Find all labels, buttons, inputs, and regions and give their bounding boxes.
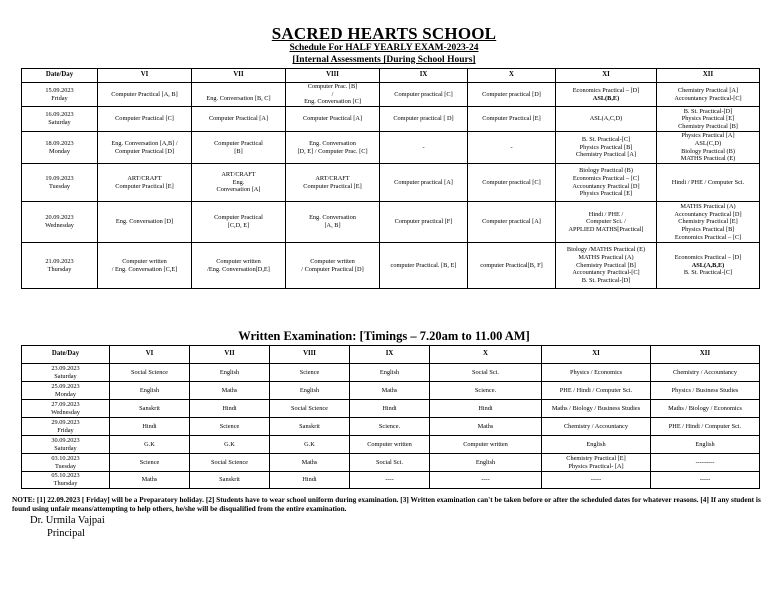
- exam-schedule-title: Schedule For HALF YEARLY EXAM-2023-24: [289, 43, 479, 53]
- cell-line: Conversation [A]: [216, 186, 261, 194]
- date-text: 27.09.2023: [51, 400, 80, 408]
- cell-line: ASL(C,D): [694, 139, 722, 147]
- day-text: Tuesday: [48, 182, 71, 190]
- day-text: Friday: [57, 426, 74, 434]
- subject-cell: Maths: [270, 454, 350, 472]
- subject-cell: Chemistry / Accountancy: [542, 418, 651, 436]
- cell-line: Computer practical [A]: [394, 178, 453, 186]
- subject-cell: PHE / Hindi / Computer Sci.: [542, 382, 651, 400]
- cell-line: Chemistry Practical [E]: [678, 218, 738, 226]
- practical-schedule-table: [21, 68, 760, 289]
- date-cell: [22, 132, 98, 164]
- cell-line: Computer Practical [D]: [114, 147, 175, 155]
- subject-cell: ----: [430, 472, 542, 489]
- day-text: Thursday: [47, 265, 72, 273]
- cell-line: Hindi / PHE / Computer Sci.: [671, 178, 745, 186]
- practical-row: [22, 132, 760, 164]
- subject-cell: ----: [350, 472, 430, 489]
- schedule-cell: [192, 243, 286, 289]
- schedule-cell: [380, 83, 468, 107]
- col-header-x: X: [430, 346, 542, 364]
- subject-cell: Chemistry Practical [E] Physics Practical- [A]: [542, 454, 651, 472]
- cell-line: computer Practical. [B, E]: [390, 261, 457, 269]
- cell-line: Computer Practical [A]: [302, 115, 363, 123]
- subject-cell: Hindi: [430, 400, 542, 418]
- cell-line: Physics Practical [B]: [579, 143, 633, 151]
- cell-line: Computer written: [122, 257, 167, 265]
- col-header-viii: VIII: [286, 69, 380, 83]
- subject-cell: English: [110, 382, 190, 400]
- cell-line: B. St. Practical-[C]: [683, 269, 733, 277]
- date-cell: [22, 202, 98, 243]
- schedule-cell: [286, 202, 380, 243]
- cell-line: Computer written: [310, 257, 355, 265]
- cell-line: Eng. Conversation: [309, 139, 356, 147]
- schedule-cell: [380, 132, 468, 164]
- cell-line: Computer Practical [A]: [208, 115, 269, 123]
- subject-cell: -----: [651, 472, 760, 489]
- cell-line: ASL(B,E): [592, 94, 620, 102]
- subject-cell: ---------: [651, 454, 760, 472]
- practical-row: [22, 164, 760, 202]
- cell-line: Accountancy Practical-[C]: [572, 269, 640, 277]
- subject-cell: Maths: [350, 382, 430, 400]
- subject-cell: English: [430, 454, 542, 472]
- schedule-cell: [657, 83, 760, 107]
- date-text: 20.09.2023: [45, 214, 74, 222]
- subject-cell: Computer written: [430, 436, 542, 454]
- cell-line: Computer Practical [E]: [115, 182, 174, 190]
- cell-line: Economics Practical – [D]: [572, 86, 640, 94]
- subject-cell: Maths / Biology / Economics: [651, 400, 760, 418]
- subject-cell: Computer written: [350, 436, 430, 454]
- schedule-cell: [468, 107, 556, 132]
- schedule-cell: [192, 164, 286, 202]
- date-cell: [22, 418, 110, 436]
- cell-line: Computer practical [F]: [394, 218, 453, 226]
- cell-line: ASL(A,B,E): [691, 261, 725, 269]
- cell-line: Economics Practical – [C]: [674, 233, 742, 241]
- cell-line: Eng.: [232, 178, 245, 186]
- written-row: [22, 364, 760, 382]
- cell-line: Chemistry Practical [A]: [677, 86, 739, 94]
- cell-line: Accountancy Practical [D]: [572, 182, 640, 190]
- subject-cell: Science: [190, 418, 270, 436]
- subject-cell: English: [542, 436, 651, 454]
- principal-designation: Principal: [47, 528, 85, 539]
- day-text: Tuesday: [54, 462, 77, 470]
- schedule-cell: [468, 202, 556, 243]
- day-text: Saturday: [54, 444, 77, 452]
- date-text: 03.10.2023: [51, 454, 80, 462]
- date-cell: [22, 382, 110, 400]
- schedule-cell: [286, 164, 380, 202]
- cell-line: [D, E] / Computer Prac. [C]: [297, 147, 368, 155]
- subject-cell: Social Science: [270, 400, 350, 418]
- cell-line: Computer written: [216, 257, 261, 265]
- subject-cell: Maths: [110, 472, 190, 489]
- date-cell: [22, 107, 98, 132]
- cell-line: Eng. Conversation [C]: [304, 98, 361, 106]
- cell-line: Accountancy Practical-[C]: [674, 94, 742, 102]
- day-text: Wednesday: [51, 408, 80, 416]
- day-text: Monday: [55, 390, 76, 398]
- date-text: 23.09.2023: [51, 364, 80, 372]
- cell-line: [C,D, E]: [227, 222, 250, 230]
- cell-line: computer Practical[B, F]: [480, 261, 543, 269]
- cell-line: /: [331, 90, 334, 98]
- col-header-vii: VII: [192, 69, 286, 83]
- subject-cell: Maths: [190, 382, 270, 400]
- date-text: 29.09.2023: [51, 418, 80, 426]
- written-row: [22, 418, 760, 436]
- date-text: 25.09.2023: [51, 382, 80, 390]
- date-cell: [22, 364, 110, 382]
- schedule-cell: [286, 83, 380, 107]
- subject-cell: English: [651, 436, 760, 454]
- subject-cell: -----: [542, 472, 651, 489]
- schedule-cell: [468, 164, 556, 202]
- cell-line: -: [422, 143, 425, 151]
- schedule-cell: [192, 83, 286, 107]
- cell-line: MATHS Practical (E): [680, 155, 736, 163]
- practical-row: [22, 107, 760, 132]
- practical-row: [22, 83, 760, 107]
- subject-cell: Maths / Biology / Business Studies: [542, 400, 651, 418]
- cell-line: ART/CRAFT: [127, 174, 162, 182]
- day-text: Monday: [49, 147, 70, 155]
- cell-line: Accountancy Practical [D]: [674, 210, 742, 218]
- cell-line: Computer Practical [A, B]: [111, 90, 178, 98]
- cell-line: Biology Practical (B): [681, 147, 735, 155]
- date-cell: [22, 243, 98, 289]
- schedule-cell: [556, 202, 657, 243]
- subject-cell: Physics / Economics: [542, 364, 651, 382]
- cell-line: Computer Practical: [214, 214, 263, 222]
- cell-line: /Eng. Conversation[D,E]: [207, 265, 270, 273]
- subject-cell: Sanskrit: [270, 418, 350, 436]
- cell-line: APPLIED MATHS[Practical]: [568, 225, 644, 233]
- cell-line: Eng. Conversation [A,B] /: [111, 139, 178, 147]
- date-cell: [22, 164, 98, 202]
- col-header-ix: IX: [350, 346, 430, 364]
- date-cell: [22, 83, 98, 107]
- practical-row: [22, 243, 760, 289]
- schedule-cell: [192, 107, 286, 132]
- schedule-cell: [380, 164, 468, 202]
- cell-line: [193, 87, 284, 95]
- col-header-xi: XI: [542, 346, 651, 364]
- written-row: [22, 382, 760, 400]
- written-row: [22, 472, 760, 489]
- subject-cell: Hindi: [350, 400, 430, 418]
- schedule-cell: [657, 202, 760, 243]
- date-cell: [22, 436, 110, 454]
- subject-cell: Maths: [430, 418, 542, 436]
- schedule-cell: [286, 243, 380, 289]
- written-schedule-table: [21, 345, 760, 489]
- subject-cell: Science.: [350, 418, 430, 436]
- cell-line: Computer practical [D]: [482, 90, 541, 98]
- cell-line: Physics Practical [E]: [681, 115, 735, 123]
- cell-line: Eng. Conversation: [309, 214, 356, 222]
- date-text: 16.09.2023: [45, 111, 74, 119]
- schedule-cell: [98, 243, 192, 289]
- practical-header-row: [22, 69, 760, 83]
- cell-line: MATHS Practical (A): [680, 202, 736, 210]
- day-text: Friday: [51, 94, 68, 102]
- subject-cell: PHE / Hindi / Computer Sci.: [651, 418, 760, 436]
- subject-cell: Chemistry / Accountancy: [651, 364, 760, 382]
- schedule-cell: [98, 164, 192, 202]
- subject-cell: G.K: [110, 436, 190, 454]
- schedule-cell: [468, 132, 556, 164]
- date-text: 19.09.2023: [45, 174, 74, 182]
- cell-line: Eng. Conversation [B, C]: [206, 94, 271, 102]
- cell-line: Computer Prac. [B]: [307, 83, 358, 90]
- cell-line: Computer Practical [C]: [115, 115, 174, 123]
- date-text: 30.09.2023: [51, 436, 80, 444]
- subject-cell: Physics / Business Studies: [651, 382, 760, 400]
- schedule-cell: [98, 107, 192, 132]
- schedule-cell: [556, 107, 657, 132]
- day-text: Wednesday: [45, 222, 74, 230]
- subject-cell: Hindi: [270, 472, 350, 489]
- schedule-cell: [657, 107, 760, 132]
- internal-assessment-subtitle: [Internal Assessments [During School Hours]: [292, 55, 476, 65]
- cell-line: Economics Practical – [C]: [572, 174, 640, 182]
- date-cell: [22, 472, 110, 489]
- col-header-xii: XII: [651, 346, 760, 364]
- cell-line: Chemistry Practical [B]: [678, 122, 738, 130]
- cell-line: Computer Sci. /: [586, 218, 626, 226]
- schedule-cell: [468, 83, 556, 107]
- col-header-x: X: [468, 69, 556, 83]
- cell-line: [B]: [234, 147, 243, 155]
- schedule-cell: [380, 243, 468, 289]
- subject-cell: Social Science: [110, 364, 190, 382]
- schedule-cell: [380, 107, 468, 132]
- subject-cell: English: [270, 382, 350, 400]
- cell-line: Physics Practical [B]: [681, 225, 735, 233]
- subject-cell: G.K: [270, 436, 350, 454]
- cell-line: / Eng. Conversation [C,E]: [111, 265, 178, 273]
- cell-line: Biology /MATHS Practical (E): [566, 246, 646, 254]
- cell-line: Computer practical [A]: [482, 218, 541, 226]
- subject-cell: G.K: [190, 436, 270, 454]
- date-cell: [22, 454, 110, 472]
- subject-cell: Social Sci.: [350, 454, 430, 472]
- schedule-cell: [556, 243, 657, 289]
- subject-cell: Sanskrit: [110, 400, 190, 418]
- schedule-cell: [192, 202, 286, 243]
- practical-row: [22, 202, 760, 243]
- cell-line: B. St. Practical-[C]: [581, 136, 631, 143]
- date-text: 21.09.2023: [45, 257, 74, 265]
- col-header-xii: XII: [657, 69, 760, 83]
- col-header-ix: IX: [380, 69, 468, 83]
- cell-line: / Computer Practical [D]: [301, 265, 364, 273]
- cell-line: Computer Practical [E]: [482, 115, 541, 123]
- cell-line: B. St. Practical-[D]: [581, 277, 631, 285]
- school-name: SACRED HEARTS SCHOOL: [271, 24, 497, 43]
- cell-line: Physics Practical [A]: [681, 132, 735, 140]
- schedule-cell: [657, 243, 760, 289]
- cell-line: Chemistry Practical [A]: [575, 151, 637, 159]
- schedule-cell: [98, 202, 192, 243]
- date-text: 15.09.2023: [45, 86, 74, 94]
- date-text: 18.09.2023: [45, 139, 74, 147]
- schedule-cell: [468, 243, 556, 289]
- cell-line: Computer practical [C]: [482, 178, 541, 186]
- subject-cell: Science: [270, 364, 350, 382]
- schedule-cell: [192, 132, 286, 164]
- subject-cell: English: [190, 364, 270, 382]
- day-text: Saturday: [48, 119, 71, 127]
- cell-line: Computer practical [ D]: [393, 115, 454, 123]
- col-header-date: Date/Day: [22, 346, 110, 364]
- cell-line: ASL(A,C,D): [589, 115, 623, 123]
- schedule-cell: [286, 107, 380, 132]
- cell-line: ART/CRAFT: [315, 174, 350, 182]
- cell-line: Computer Practical: [214, 139, 263, 147]
- cell-line: Hindi / PHE /: [588, 210, 624, 218]
- written-header-row: [22, 346, 760, 364]
- schedule-cell: [98, 83, 192, 107]
- col-header-xi: XI: [556, 69, 657, 83]
- cell-line: Physics Practical [E]: [579, 190, 633, 198]
- date-text: 05.10.2023: [51, 472, 80, 480]
- col-header-vii: VII: [190, 346, 270, 364]
- cell-line: MATHS Practical (A): [578, 254, 634, 261]
- subject-cell: Sanskrit: [190, 472, 270, 489]
- exam-note: NOTE: [1] 22.09.2023 [ Friday] will be a Preparatory holiday. [2] Students have to wear school uniform during examination. [3] Written examination can't be taken before or after the scheduled dates for whatever reasons. [4] If any student is found using unfair means/attempting to help others, he/she will be disqualified from the entire examination.: [12, 495, 761, 514]
- schedule-cell: [556, 83, 657, 107]
- subject-cell: English: [350, 364, 430, 382]
- written-row: [22, 400, 760, 418]
- date-cell: [22, 400, 110, 418]
- col-header-date: Date/Day: [22, 69, 98, 83]
- subject-cell: Social Sci.: [430, 364, 542, 382]
- written-exam-title: Written Examination: [Timings – 7.20am to 11.00 AM]: [238, 329, 530, 343]
- subject-cell: Science: [110, 454, 190, 472]
- subject-cell: Hindi: [190, 400, 270, 418]
- principal-name: Dr. Urmila Vajpai: [30, 515, 105, 526]
- cell-line: -: [510, 143, 513, 151]
- schedule-cell: [286, 132, 380, 164]
- col-header-viii: VIII: [270, 346, 350, 364]
- col-header-vi: VI: [98, 69, 192, 83]
- day-text: Thursday: [53, 480, 78, 487]
- schedule-cell: [556, 164, 657, 202]
- cell-line: [A, B]: [324, 222, 341, 230]
- cell-line: B. St. Practical-[D]: [683, 107, 733, 115]
- cell-line: Biology Practical (B): [579, 167, 633, 175]
- cell-line: Chemistry Practical [B]: [576, 261, 636, 269]
- schedule-cell: [98, 132, 192, 164]
- cell-line: Computer practical [C]: [394, 90, 453, 98]
- col-header-vi: VI: [110, 346, 190, 364]
- written-row: [22, 436, 760, 454]
- cell-line: Computer Practical [E]: [303, 182, 362, 190]
- schedule-cell: [380, 202, 468, 243]
- written-row: [22, 454, 760, 472]
- cell-line: ART/CRAFT: [221, 171, 256, 178]
- schedule-cell: [657, 132, 760, 164]
- day-text: Saturday: [54, 372, 77, 380]
- schedule-cell: [556, 132, 657, 164]
- subject-cell: Social Science: [190, 454, 270, 472]
- subject-cell: Hindi: [110, 418, 190, 436]
- schedule-cell: [657, 164, 760, 202]
- cell-line: Eng. Conversation [D]: [115, 218, 174, 226]
- cell-line: Economics Practical – [D]: [674, 254, 742, 261]
- subject-cell: Science.: [430, 382, 542, 400]
